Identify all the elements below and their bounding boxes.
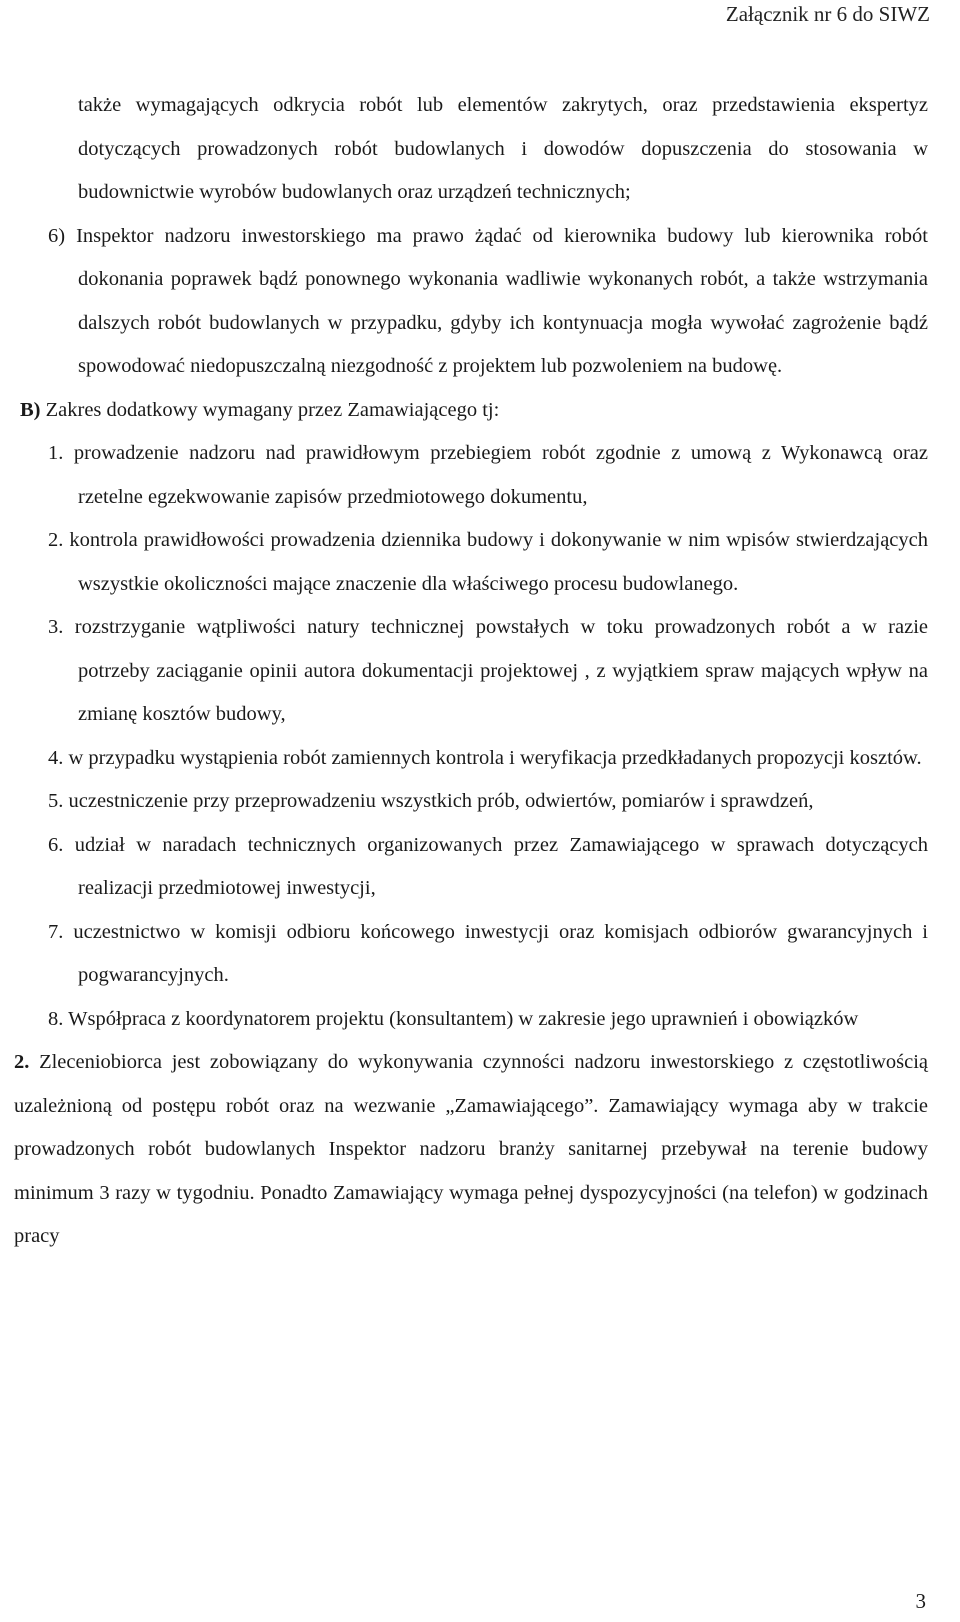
item-2-paragraph [0,1041,960,1259]
item-6-paragraph: 6) Inspektor nadzoru inwestorskiego ma prawo żądać od kierownika budowy lub kierownika robót dokonania poprawek bądź ponownego wykonania wadliwie wykonanych robót, a także wstrzymania dalszych robót budowlanych w przypadku, gdyby ich kontynuacja mogła wywołać zagrożenie bądź spowodować niedopuszczalną niezgodność z projektem lub pozwoleniem na budowę. [48,224,928,377]
intro-paragraph: także wymagających odkrycia robót lub elementów zakrytych, oraz przedstawienia ekspertyz dotyczących prowadzonych robót budowlanych i dowodów dopuszczenia do stosowania w budownictwie wyrobów budowlanych oraz urządzeń technicznych; [78,94,928,203]
list-item-3: 3. rozstrzyganie wątpliwości natury technicznej powstałych w toku prowadzonych robót a w razie potrzeby zaciąganie opinii autora dokumentacji projektowej , z wyjątkiem spraw mających wpływ na zmianę kosztów budowy, [48,616,928,725]
page-number: 3 [915,1589,926,1613]
list-item-6: 6. udział w naradach technicznych organizowanych przez Zamawiającego w sprawach dotyczących realizacji przedmiotowej inwestycji, [48,833,928,899]
item-2-marker: 2. [14,1051,30,1073]
list-item-7: 7. uczestnictwo w komisji odbioru końcowego inwestycji oraz komisjach odbiorów gwarancyjnych i pogwarancyjnych. [48,920,928,986]
list-item-4: 4. w przypadku wystąpienia robót zamiennych kontrola i weryfikacja przedkładanych propozycji kosztów. [48,746,922,769]
list-item-5: 5. uczestniczenie przy przeprowadzeniu wszystkich prób, odwiertów, pomiarów i sprawdzeń, [48,790,814,812]
list-item-2: 2. kontrola prawidłowości prowadzenia dziennika budowy i dokonywanie w nim wpisów stwierdzających wszystkie okoliczności mające znaczenie dla właściwego procesu budowlanego. [48,529,928,595]
document-body [0,84,960,1259]
section-b-heading [0,389,960,433]
section-b-marker: B) [20,398,41,421]
list-item-8: 8. Współpraca z koordynatorem projektu (konsultantem) w zakresie jego uprawnień i obowiązków [48,1007,859,1030]
list-item-1: 1. prowadzenie nadzoru nad prawidłowym przebiegiem robót zgodnie z umową z Wykonawcą oraz rzetelne egzekwowanie zapisów przedmiotowego dokumentu, [48,442,928,508]
section-b-text: Zakres dodatkowy wymagany przez Zamawiającego tj: [40,398,500,421]
item-2-text: Zleceniobiorca jest zobowiązany do wykonywania czynności nadzoru inwestorskiego z częstotliwością uzależnioną od postępu robót oraz na wezwanie „Zamawiającego”. Zamawiający wymaga aby w trakcie prowadzonych robót budowlanych Inspektor nadzoru branży sanitarnej przebywał na terenie budowy minimum 3 razy w tygodniu. Ponadto Zamawiający wymaga pełnej dyspozycyjności (na telefon) w godzinach pracy [14,1051,928,1247]
document-header: Załącznik nr 6 do SIWZ [725,2,930,26]
